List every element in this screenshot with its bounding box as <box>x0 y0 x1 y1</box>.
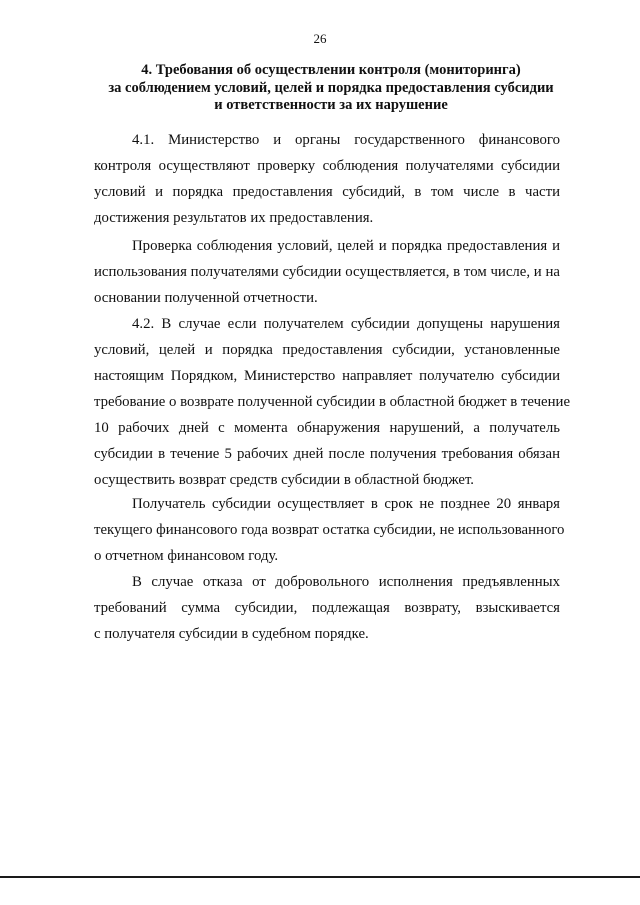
paragraph-refusal <box>94 569 560 647</box>
paragraph-line: текущего финансового года возврат остатка субсидии, не использованного <box>94 522 565 538</box>
section-title <box>96 62 566 115</box>
paragraph-line: настоящим Порядком, Министерство направляет получателю субсидии <box>94 368 560 384</box>
paragraph-verification <box>94 233 560 311</box>
paragraph-line: требование о возврате полученной субсидии в областной бюджет в течение <box>94 394 571 410</box>
paragraph-line: контроля осуществляют проверку соблюдения получателями субсидии <box>94 158 560 174</box>
paragraph-line: субсидии в течение 5 рабочих дней после получения требования обязан <box>94 446 560 462</box>
paragraph-line: 4.1. Министерство и органы государственного финансового <box>132 132 560 148</box>
paragraph-line: требований сумма субсидии, подлежащая возврату, взыскивается <box>94 600 560 616</box>
paragraph-line: осуществить возврат средств субсидии в областной бюджет. <box>94 472 475 488</box>
paragraph-line: с получателя субсидии в судебном порядке. <box>94 626 369 642</box>
paragraph-line: 10 рабочих дней с момента обнаружения нарушений, а получатель <box>94 420 560 436</box>
paragraph-line: В случае отказа от добровольного исполнения предъявленных <box>132 574 560 590</box>
paragraph-line: основании полученной отчетности. <box>94 290 318 306</box>
section-title-line: за соблюдением условий, целей и порядка предоставления субсидии <box>108 79 554 96</box>
paragraph-line: условий и порядка предоставления субсидий, в том числе в части <box>94 184 560 200</box>
paragraph-remainder-return <box>94 491 565 569</box>
paragraph-line: достижения результатов их предоставления. <box>94 210 374 226</box>
paragraph-line: Получатель субсидии осуществляет в срок не позднее 20 января <box>132 496 560 512</box>
page-number: 26 <box>313 31 327 46</box>
paragraph-4-1 <box>94 127 560 231</box>
paragraph-line: Проверка соблюдения условий, целей и порядка предоставления и <box>132 238 560 254</box>
section-title-line: и ответственности за их нарушение <box>214 97 448 113</box>
paragraph-line: о отчетном финансовом году. <box>94 548 279 564</box>
bottom-divider <box>0 876 640 878</box>
paragraph-4-2 <box>94 311 571 493</box>
paragraph-line: 4.2. В случае если получателем субсидии допущены нарушения <box>132 316 560 332</box>
paragraph-line: условий, целей и порядка предоставления субсидии, установленные <box>94 342 560 358</box>
section-title-line: 4. Требования об осуществлении контроля (мониторинга) <box>141 62 521 78</box>
paragraph-line: использования получателями субсидии осуществляется, в том числе, и на <box>94 264 560 280</box>
